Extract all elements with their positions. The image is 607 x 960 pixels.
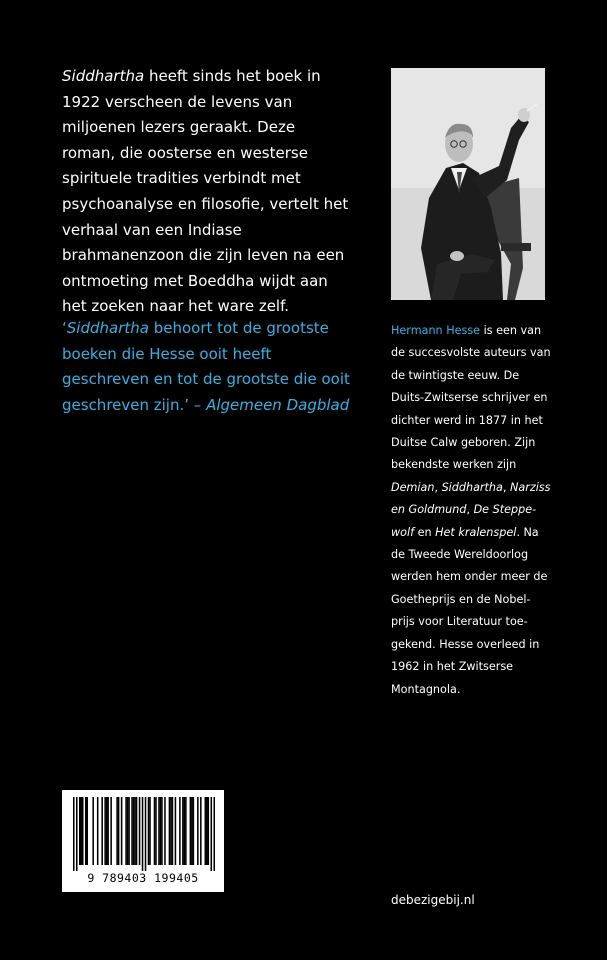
barcode-bar — [80, 797, 82, 865]
barcode-bar — [160, 797, 162, 865]
barcode-bar — [158, 797, 160, 865]
work-title-steppewolf: De Steppe-wolf — [391, 503, 537, 539]
barcode-bar — [76, 797, 78, 871]
barcode-bar — [190, 797, 192, 865]
barcode-bar — [161, 797, 163, 865]
barcode-bar — [214, 797, 215, 871]
bio-text-2: . Na de Tweede Wereldoorlog werden hem onder meer de Goetheprijs en de Nobel-prijs voor Literatuur toe-gekend. Hesse overleed in 1962 in het Zwitserse Montagnola. — [391, 525, 548, 696]
author-photo-illustration — [391, 68, 545, 300]
barcode-bar — [208, 797, 210, 865]
barcode-bar — [206, 797, 208, 865]
bio-separator: , — [466, 503, 474, 517]
barcode-bar — [136, 797, 138, 865]
press-quote — [62, 316, 352, 418]
barcode-bar — [133, 797, 135, 865]
author-name: Hermann Hesse — [391, 324, 481, 337]
barcode-bar — [104, 797, 106, 865]
barcode-bar — [179, 797, 181, 865]
barcode-bar — [127, 797, 129, 865]
barcode-bar — [164, 797, 166, 865]
barcode-bar — [106, 797, 108, 865]
barcode-bar — [101, 797, 103, 865]
isbn-number: 9 789403 199405 — [87, 871, 199, 885]
barcode-bar — [118, 797, 120, 865]
barcode-bar — [175, 797, 177, 865]
work-title-siddhartha: Siddhartha — [441, 480, 503, 494]
barcode-bar — [193, 797, 195, 865]
barcode-bar — [142, 797, 144, 871]
barcode-bar — [107, 797, 109, 865]
blurb-paragraph — [62, 64, 352, 320]
quote-text: behoort tot de grootste boeken die Hesse ooit heeft geschreven en tot de grootste die ooit geschreven zijn.’ – — [62, 319, 350, 414]
author-bio — [391, 320, 551, 701]
quote-source: Algemeen Dagblad — [206, 395, 350, 414]
bio-separator: , — [434, 480, 442, 494]
work-title-demian: Demian — [391, 480, 435, 494]
barcode-bar — [116, 797, 118, 865]
barcode-bar — [79, 797, 81, 865]
barcode-bar — [128, 797, 130, 865]
barcode-bar — [97, 797, 99, 865]
barcode-bar — [172, 797, 174, 865]
barcode-bars — [73, 797, 215, 871]
barcode-bar — [121, 797, 123, 865]
barcode-bar — [191, 797, 193, 865]
bio-separator: en — [414, 525, 436, 539]
bio-text-1: is een van de succesvolste auteurs van de twintigste eeuw. De Duits-Zwitserse schrijver en dichter werd in 1877 in het Duitse Calw geboren. Zijn bekendste werken zijn — [391, 324, 551, 472]
barcode-bar — [184, 797, 186, 865]
barcode-bar — [200, 797, 202, 865]
barcode-bar — [139, 797, 141, 865]
barcode-bar — [85, 797, 87, 865]
work-title-kralenspel: Het kralenspel — [435, 525, 517, 539]
blurb-text: heeft sinds het boek in 1922 verscheen de levens van miljoenen lezers geraakt. Deze roman, die oosterse en westerse spirituele tradities verbindt met psychoanalyse en filosofie, vertelt het verhaal van een Indiase brahmanenzoon die zijn leven na een ontmoeting met Boeddha wijdt aan het zoeken naar het ware zelf. — [62, 67, 349, 316]
barcode-bar — [110, 797, 112, 865]
barcode-bar — [86, 797, 88, 865]
bio-separator: , — [502, 480, 510, 494]
barcode-bar — [185, 797, 187, 865]
barcode-bar — [131, 797, 133, 865]
quote-title: Siddhartha — [66, 319, 149, 337]
barcode-bar — [125, 797, 127, 865]
barcode-bar — [145, 797, 147, 871]
barcode-bar — [73, 797, 75, 871]
barcode-bar — [154, 797, 156, 865]
barcode-bar — [148, 797, 150, 865]
barcode-bar — [92, 797, 94, 865]
barcode-bar — [169, 797, 171, 865]
barcode-bar — [211, 797, 213, 871]
work-title-narziss: Narziss en Goldmund — [391, 480, 551, 517]
publisher-website: debezigebij.nl — [391, 893, 475, 907]
barcode-bar — [182, 797, 184, 865]
blurb-title: Siddhartha — [62, 67, 145, 85]
barcode-bar — [155, 797, 157, 865]
author-photo — [391, 68, 545, 300]
isbn-barcode — [62, 790, 224, 892]
barcode-bar — [149, 797, 151, 865]
quote-open-mark: ‘ — [62, 319, 67, 337]
barcode-bar — [82, 797, 84, 865]
barcode-bar — [205, 797, 207, 865]
barcode-bar — [170, 797, 172, 865]
barcode-bar — [134, 797, 136, 865]
barcode-bar — [197, 797, 199, 865]
